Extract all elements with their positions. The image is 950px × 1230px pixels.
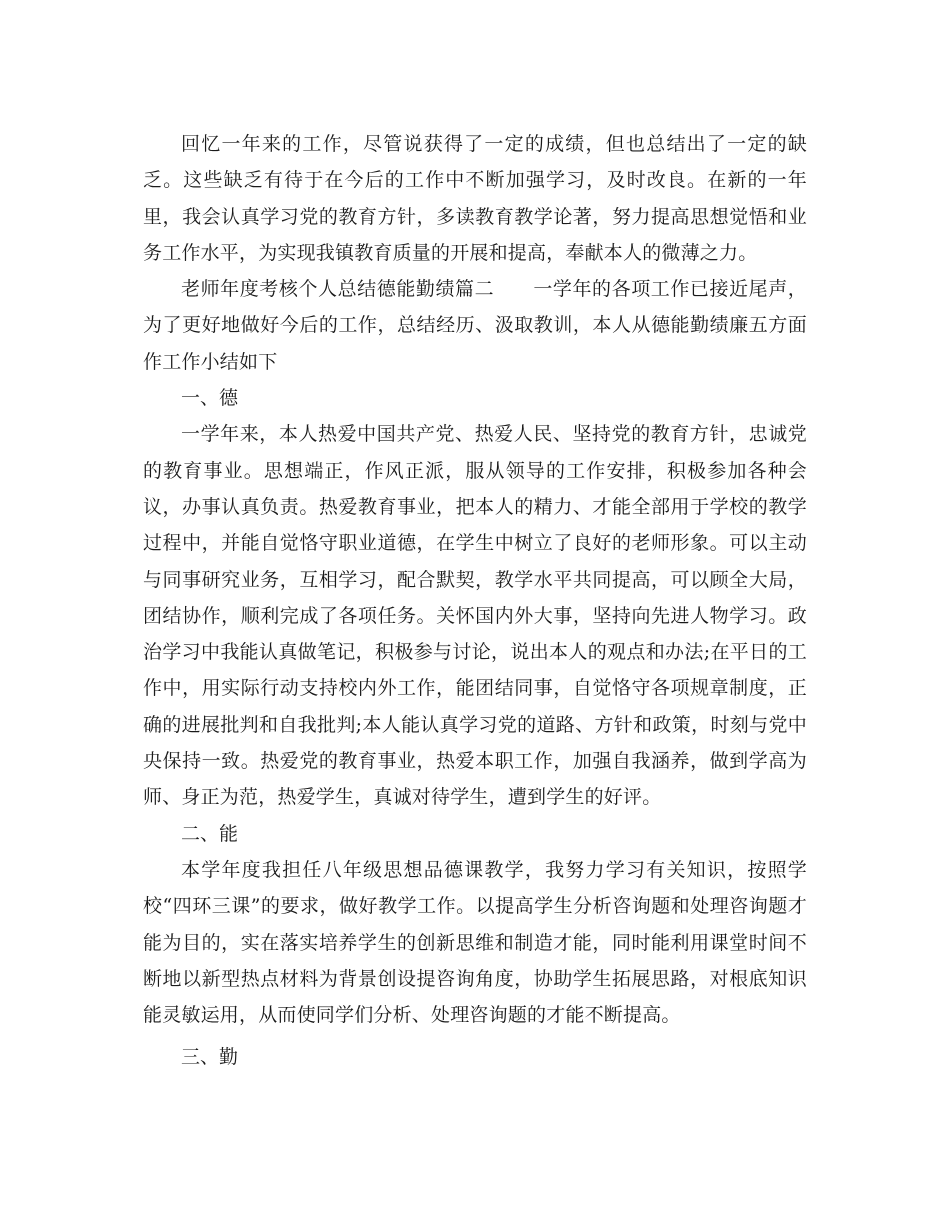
paragraph-intro-section-two: 老师年度考核个人总结德能勤绩篇二 一学年的各项工作已接近尾声，为了更好地做好今后的工作，总结经历、汲取教训，本人从德能勤绩廉五方面作工作小结如下 (143, 278, 807, 373)
document-body (143, 126, 807, 1076)
paragraph-ability: 本学年度我担任八年级思想品德课教学，我努力学习有关知识，按照学校“四环三课”的要求，做好教学工作。以提高学生分析咨询题和处理咨询题才能为目的，实在落实培养学生的创新思维和制造才能，同时能利用课堂时间不断地以新型热点材料为背景创设提咨询角度，协助学生拓展思路，对根底知识能灵敏运用，从而使同学们分析、处理咨询题的才能不断提高。 (143, 858, 807, 1027)
paragraph-virtue: 一学年来，本人热爱中国共产党、热爱人民、坚持党的教育方针，忠诚党的教育事业。思想端正，作风正派，服从领导的工作安排，积极参加各种会议，办事认真负责。热爱教育事业，把本人的精力、才能全部用于学校的教学过程中，并能自觉恪守职业道德，在学生中树立了良好的老师形象。可以主动与同事研究业务，互相学习，配合默契，教学水平共同提高，可以顾全大局，团结协作，顺利完成了各项任务。关怀国内外大事，坚持向先进人物学习。政治学习中我能认真做笔记，积极参与讨论，说出本人的观点和办法;在平日的工作中，用实际行动支持校内外工作，能团结同事，自觉恪守各项规章制度，正确的进展批判和自我批判;本人能认真学习党的道路、方针和政策，时刻与党中央保持一致。热爱党的教育事业，热爱本职工作，加强自我涵养，做到学高为师、身正为范，热爱学生，真诚对待学生，遭到学生的好评。 (143, 423, 807, 809)
heading-diligence: 三、勤 (181, 1046, 239, 1069)
paragraph-review: 回忆一年来的工作，尽管说获得了一定的成绩，但也总结出了一定的缺乏。这些缺乏有待于在今后的工作中不断加强学习，及时改良。在新的一年里，我会认真学习党的教育方针，多读教育教学论著，努力提高思想觉悟和业务工作水平，为实现我镇教育质量的开展和提高，奉献本人的微薄之力。 (143, 133, 807, 264)
heading-virtue: 一、德 (181, 387, 239, 410)
heading-ability: 二、能 (181, 822, 239, 845)
